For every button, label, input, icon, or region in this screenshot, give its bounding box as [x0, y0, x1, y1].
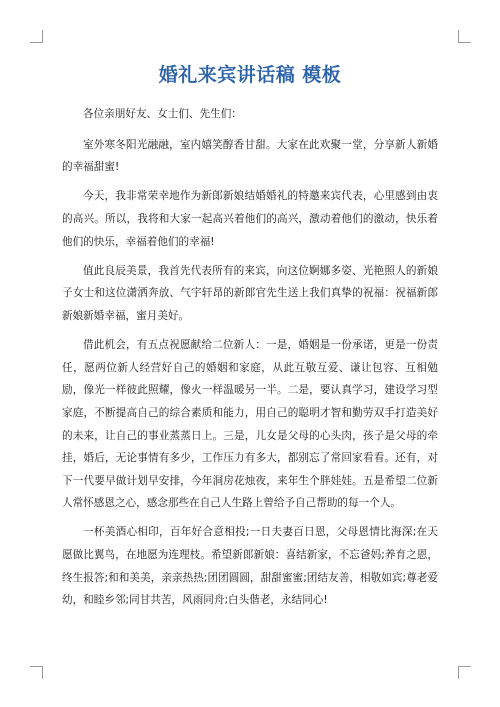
- document-body: [62, 103, 438, 618]
- crop-mark-bottom-right: [458, 666, 471, 679]
- crop-mark-top-right: [458, 30, 471, 43]
- body-paragraph: 室外寒冬阳光融融，室内嬉笑醇香甘甜。大家在此欢聚一堂，分享新人新婚的幸福甜蜜!: [62, 138, 438, 174]
- crop-mark-top-left: [30, 30, 43, 43]
- body-paragraph: 一杯美酒心相印，百年好合意相投;一日夫妻百日恩，父母恩情比海深;在天愿做比翼鸟，在地愿为连理枝。希望新郎新娘：喜结新家，不忘爸妈;养育之恩，终生报答;和和美美，亲亲热热;团团圆圆，甜甜蜜蜜;团结友善，相敬如宾;尊老爱幼，和睦乡邻;同甘共苦，风雨同舟;白头偕老，永结同心!: [62, 526, 438, 607]
- salutation-paragraph: 各位亲朋好友、女士们、先生们：: [83, 108, 242, 120]
- document-title: 婚礼来宾讲话稿 模板: [158, 64, 342, 86]
- body-paragraph: 值此良辰美景，我首先代表所有的来宾，向这位婀娜多姿、光艳照人的新娘子女士和这位潇洒奔放、气宇轩昂的新郎官先生送上我们真挚的祝福：祝福新郎新娘新婚幸福，蜜月美好。: [62, 264, 438, 322]
- body-paragraph: 今天，我非常荣幸地作为新郎新娘结婚婚礼的特邀来宾代表，心里感到由衷的高兴。所以，我将和大家一起高兴着他们的高兴，激动着他们的激动，快乐着他们的快乐，幸福着他们的幸福!: [62, 190, 438, 248]
- body-paragraph: 借此机会，有五点祝愿献给二位新人：一是，婚姻是一份承诺，更是一份责任，愿两位新人经营好自己的婚姻和家庭，从此互敬互爱、谦让包容、互相勉励，像光一样彼此照耀，像火一样温暖另一半。二是，要认真学习，建设学习型家庭，不断提高自己的综合素质和能力，用自己的聪明才智和勤劳双手打造美好的未来，让自己的事业蒸蒸日上。三是，儿女是父母的心头肉，孩子是父母的牵挂，婚后，无论事情有多少，工作压力有多大，都别忘了常回家看看。还有，对下一代要早做计划早安排，今年洞房花烛夜，来年生个胖娃娃。五是希望二位新人常怀感恩之心，感念那些在自己人生路上曾给予自己帮助的每一个人。: [62, 339, 438, 510]
- crop-mark-bottom-left: [30, 666, 43, 679]
